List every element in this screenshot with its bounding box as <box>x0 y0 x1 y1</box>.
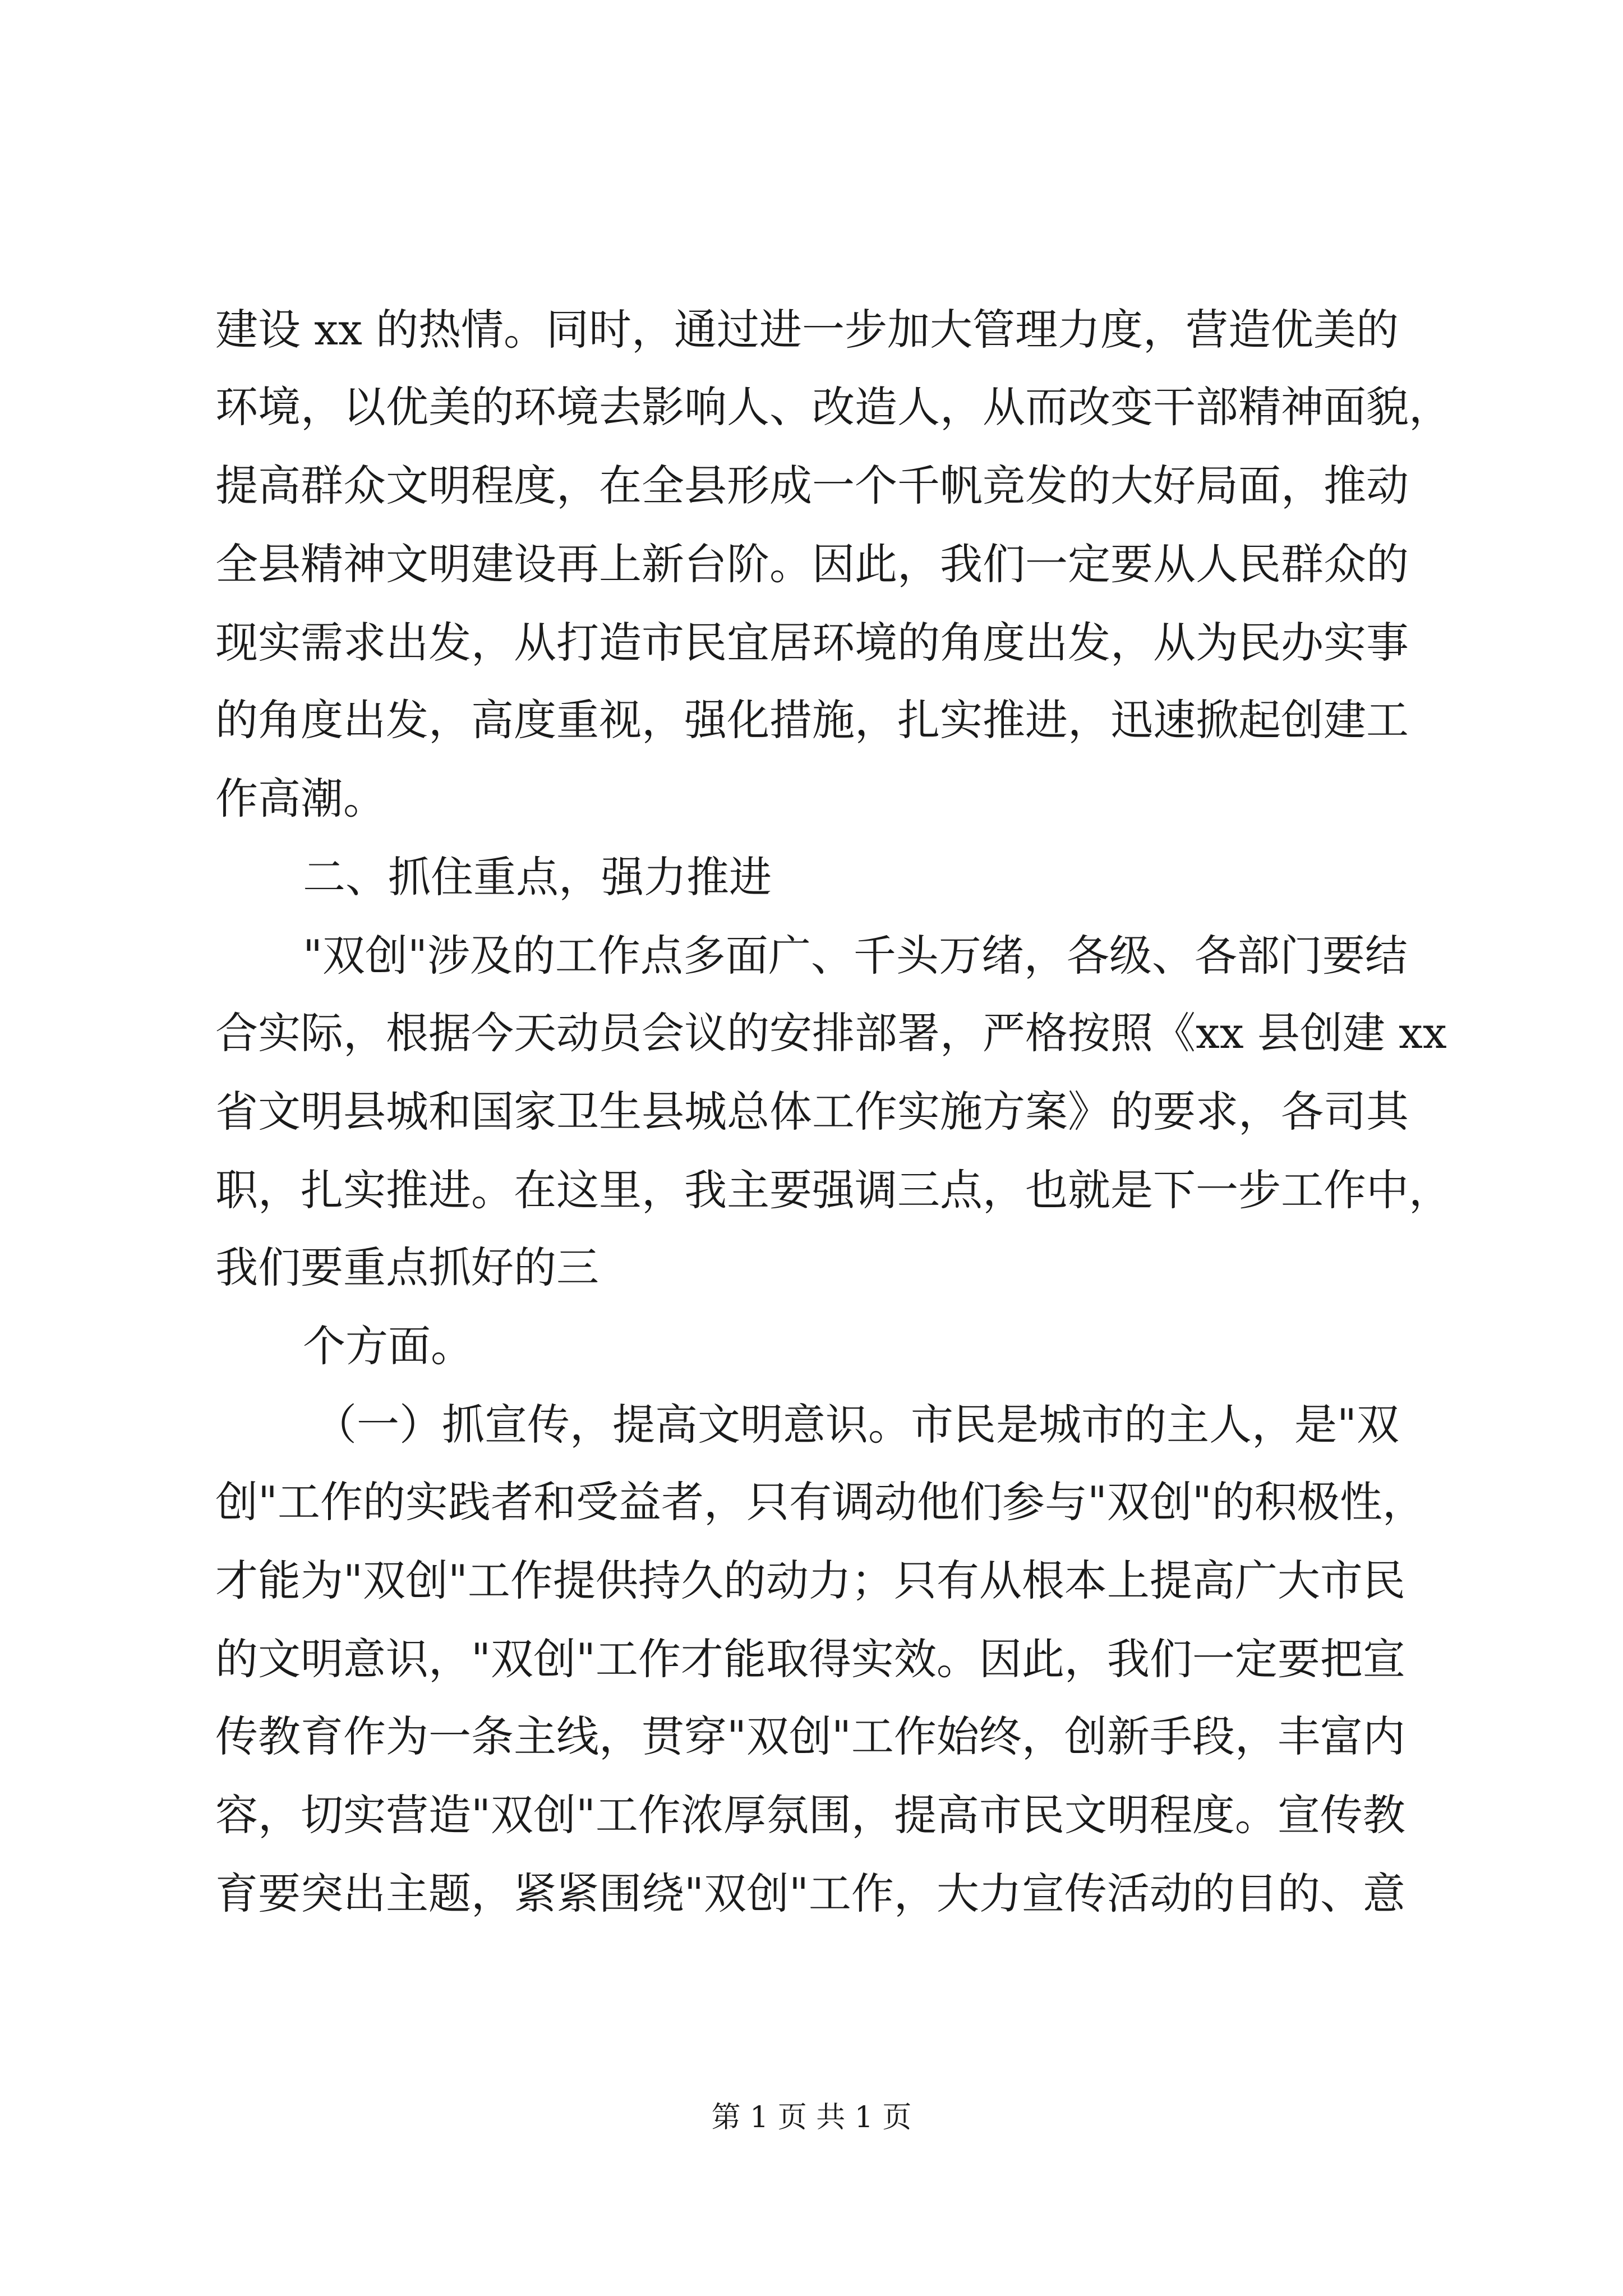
paragraph-line: 作高潮。 <box>215 774 386 823</box>
paragraph-line: 省文明县城和国家卫生县城总体工作实施方案》的要求，各司其 <box>215 1087 1409 1137</box>
paragraph-line: 我们要重点抓好的三 <box>215 1243 599 1292</box>
paragraph-line: 传教育作为一条主线，贯穿"双创"工作始终，创新手段，丰富内 <box>215 1711 1405 1761</box>
paragraph-line: 的角度出发，高度重视，强化措施，扎实推进，迅速掀起创建工 <box>215 695 1409 745</box>
paragraph-line: 容，切实营造"双创"工作浓厚氛围，提高市民文明程度。宣传教 <box>215 1790 1405 1840</box>
paragraph-line: "双创"涉及的工作点多面广、千头万绪，各级、各部门要结 <box>303 931 1408 981</box>
paragraph-line: 合实际，根据今天动员会议的安排部署，严格按照《xx 县创建 xx <box>215 1008 1447 1058</box>
paragraph-line: 育要突出主题，紧紧围绕"双创"工作，大力宣传活动的目的、意 <box>215 1869 1405 1918</box>
paragraph-line: 建设 xx 的热情。同时，通过进一步加大管理力度，营造优美的 <box>215 305 1399 355</box>
paragraph-line: 现实需求出发，从打造市民宜居环境的角度出发，从为民办实事 <box>215 618 1409 668</box>
paragraph-line: 职，扎实推进。在这里，我主要强调三点，也就是下一步工作中， <box>215 1165 1451 1215</box>
page-footer: 第 1 页 共 1 页 <box>711 2101 912 2134</box>
subsection-line: （一）抓宣传，提高文明意识。市民是城市的主人，是"双 <box>314 1400 1399 1450</box>
paragraph-line: 全县精神文明建设再上新台阶。因此，我们一定要从人民群众的 <box>215 539 1409 589</box>
paragraph-line: 创"工作的实践者和受益者，只有调动他们参与"双创"的积极性， <box>215 1477 1425 1527</box>
paragraph-line: 个方面。 <box>303 1321 473 1371</box>
section-heading: 二、抓住重点，强力推进 <box>303 852 772 902</box>
paragraph-line: 提高群众文明程度，在全县形成一个千帆竞发的大好局面，推动 <box>215 461 1409 510</box>
paragraph-line: 的文明意识，"双创"工作才能取得实效。因此，我们一定要把宣 <box>215 1634 1405 1684</box>
paragraph-line: 才能为"双创"工作提供持久的动力；只有从根本上提高广大市民 <box>215 1556 1405 1605</box>
paragraph-line: 环境，以优美的环境去影响人、改造人，从而改变干部精神面貌， <box>215 382 1451 432</box>
